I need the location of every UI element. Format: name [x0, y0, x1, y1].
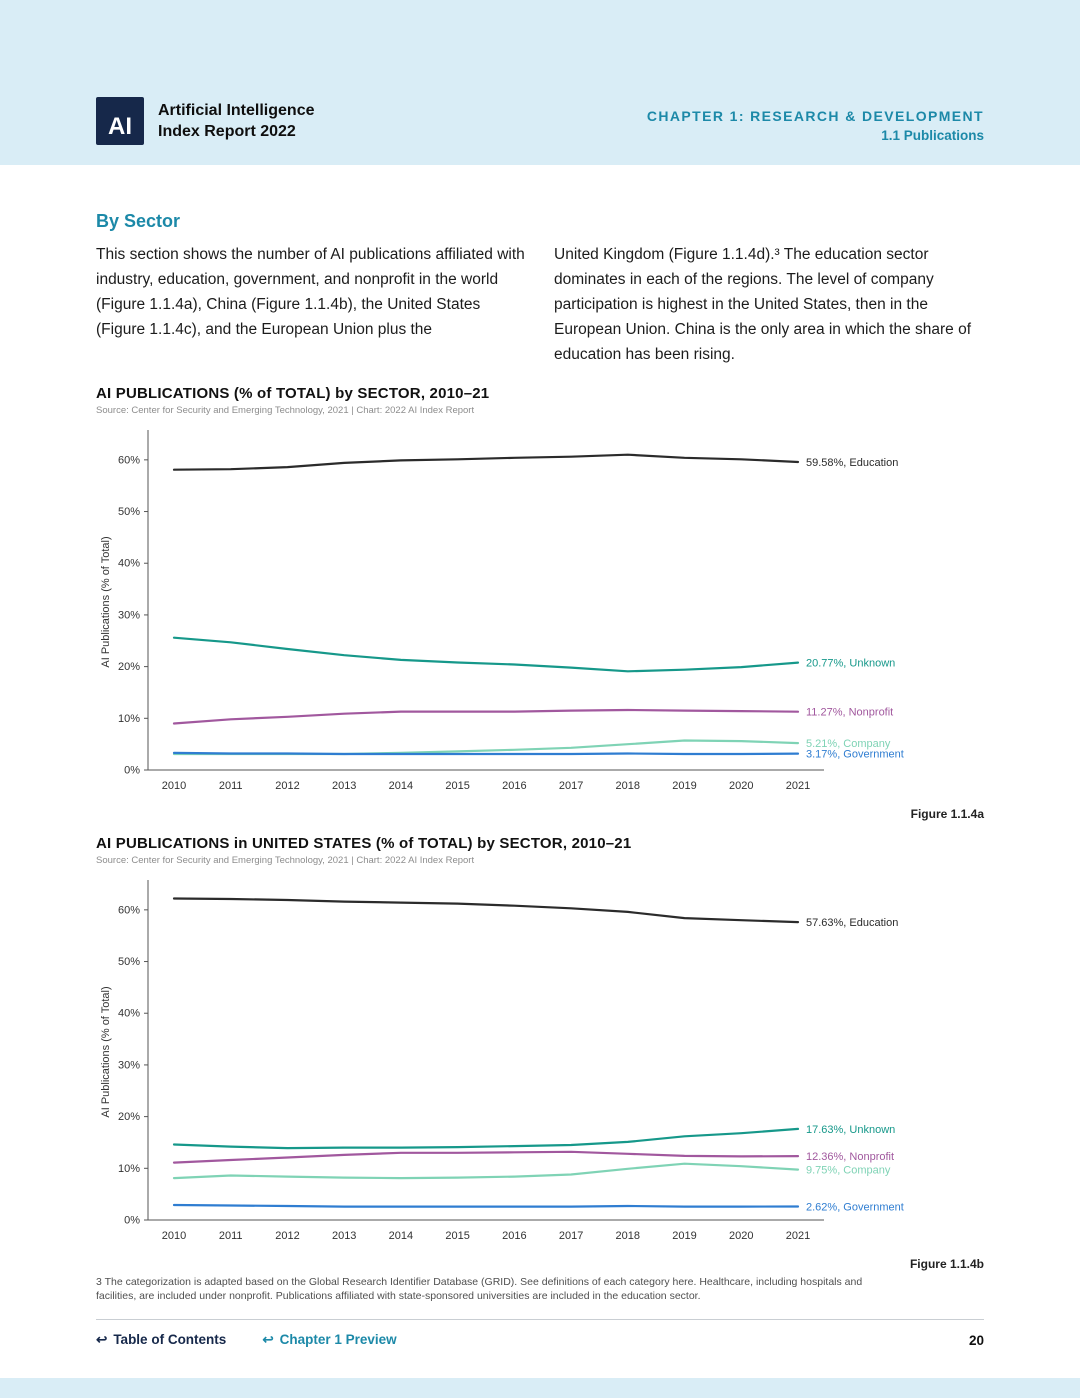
- svg-text:20%: 20%: [117, 1111, 140, 1124]
- svg-text:2012: 2012: [275, 1230, 300, 1242]
- return-arrow-icon: ↩: [96, 1332, 108, 1347]
- figure-caption-us: Figure 1.1.4b: [909, 1257, 984, 1271]
- svg-text:AI Publications (% of Total): AI Publications (% of Total): [100, 986, 112, 1118]
- svg-text:2018: 2018: [615, 1230, 641, 1242]
- chart-block-us: [96, 835, 984, 1271]
- page-header: [0, 0, 1080, 165]
- svg-text:2014: 2014: [388, 1230, 414, 1242]
- line-chart-us: [96, 870, 984, 1257]
- svg-text:0%: 0%: [124, 1214, 140, 1227]
- svg-text:AI Publications (% of Total): AI Publications (% of Total): [100, 536, 112, 668]
- svg-text:12.36%, Nonprofit: 12.36%, Nonprofit: [806, 1151, 895, 1164]
- section-title: 1.1 Publications: [881, 128, 984, 143]
- svg-text:0%: 0%: [124, 764, 140, 777]
- brand: [96, 97, 314, 145]
- svg-text:20.77%, Unknown: 20.77%, Unknown: [806, 657, 896, 670]
- return-arrow-icon: ↩: [262, 1332, 274, 1347]
- table-of-contents-link[interactable]: [96, 1332, 226, 1348]
- svg-text:57.63%, Education: 57.63%, Education: [806, 917, 899, 930]
- svg-text:59.58%, Education: 59.58%, Education: [806, 457, 899, 469]
- chart-title-world: AI PUBLICATIONS (% of TOTAL) by SECTOR, 2010–21: [96, 385, 490, 402]
- svg-text:5.21%, Company: 5.21%, Company: [806, 738, 891, 751]
- chart-block-world: [96, 385, 984, 821]
- svg-text:2014: 2014: [388, 780, 414, 792]
- svg-text:2019: 2019: [672, 1230, 697, 1242]
- heading-by-sector: By Sector: [96, 211, 181, 231]
- svg-text:17.63%, Unknown: 17.63%, Unknown: [806, 1123, 896, 1136]
- chart-title-us: AI PUBLICATIONS in UNITED STATES (% of TOTAL) by SECTOR, 2010–21: [96, 835, 632, 852]
- chart-source-us: Source: Center for Security and Emerging Technology, 2021 | Chart: 2022 AI Index Report: [96, 855, 475, 866]
- chapter-block: [647, 108, 984, 145]
- svg-text:2011: 2011: [218, 1230, 243, 1242]
- svg-text:30%: 30%: [117, 1059, 140, 1072]
- svg-text:2017: 2017: [558, 1230, 584, 1242]
- svg-text:2012: 2012: [275, 780, 300, 792]
- svg-text:10%: 10%: [117, 712, 140, 725]
- svg-text:11.27%, Nonprofit: 11.27%, Nonprofit: [806, 706, 894, 719]
- svg-text:2015: 2015: [445, 1230, 470, 1242]
- svg-text:30%: 30%: [117, 609, 140, 622]
- svg-text:20%: 20%: [117, 661, 140, 674]
- page-number: 20: [968, 1332, 984, 1348]
- footnote: 3 The categorization is adapted based on the Global Research Identifier Database (GRID). See definitions of each category here. Healthcare, including hospitals and facilities, are included under nonprofit. Publications affiliated with state-sponsored universities are included in the education sector.: [96, 1276, 863, 1302]
- svg-text:9.75%, Company: 9.75%, Company: [806, 1164, 891, 1177]
- brand-line1: Artificial Intelligence: [158, 102, 315, 119]
- footer-links: [96, 1332, 397, 1348]
- svg-text:2018: 2018: [615, 780, 641, 792]
- svg-text:2019: 2019: [672, 780, 697, 792]
- svg-text:2013: 2013: [331, 1230, 357, 1242]
- svg-text:2011: 2011: [218, 780, 243, 792]
- svg-text:2021: 2021: [785, 780, 811, 792]
- svg-text:2017: 2017: [558, 780, 584, 792]
- intro-columns: [96, 242, 984, 367]
- svg-text:2020: 2020: [729, 1230, 754, 1242]
- svg-text:60%: 60%: [117, 454, 140, 467]
- brand-line2: Index Report 2022: [158, 123, 296, 140]
- page-footer: [96, 1319, 984, 1348]
- preview-label: Chapter 1 Preview: [279, 1332, 397, 1347]
- chart-svg: [96, 870, 984, 1252]
- svg-text:2015: 2015: [445, 780, 470, 792]
- ai-index-logo: [96, 97, 144, 145]
- intro-paragraph-right: United Kingdom (Figure 1.1.4d).³ The education sector dominates in each of the regions. The level of company participation is highest in the United States, then in the European Union. China is the only area in which the share of education has been rising.: [554, 246, 972, 363]
- bottom-accent-strip: [0, 1378, 1080, 1398]
- svg-text:40%: 40%: [117, 557, 140, 570]
- svg-text:40%: 40%: [117, 1007, 140, 1020]
- svg-text:2010: 2010: [161, 780, 187, 792]
- svg-text:2016: 2016: [502, 780, 527, 792]
- svg-text:3.17%, Government: 3.17%, Government: [806, 748, 904, 761]
- svg-text:50%: 50%: [117, 956, 140, 969]
- svg-text:2016: 2016: [502, 1230, 527, 1242]
- svg-text:50%: 50%: [117, 506, 140, 519]
- svg-text:2013: 2013: [331, 780, 357, 792]
- svg-text:2010: 2010: [161, 1230, 187, 1242]
- chapter-preview-link[interactable]: [262, 1332, 396, 1348]
- intro-paragraph-left: This section shows the number of AI publications affiliated with industry, education, government, and nonprofit in the world (Figure 1.1.4a), China (Figure 1.1.4b), the United States (Figure 1.1.4c), and the European Union plus the: [96, 246, 525, 338]
- svg-text:10%: 10%: [117, 1162, 140, 1175]
- svg-text:2021: 2021: [785, 1230, 811, 1242]
- line-chart-world: [96, 420, 984, 807]
- chapter-title: CHAPTER 1: RESEARCH & DEVELOPMENT: [646, 108, 984, 124]
- chart-svg: [96, 420, 984, 802]
- page-content: [0, 211, 1080, 1303]
- svg-text:2.62%, Government: 2.62%, Government: [806, 1201, 904, 1214]
- figure-caption-world: Figure 1.1.4a: [910, 807, 984, 821]
- chart-source-world: Source: Center for Security and Emerging Technology, 2021 | Chart: 2022 AI Index Report: [96, 405, 475, 416]
- svg-text:60%: 60%: [117, 904, 140, 917]
- svg-text:2020: 2020: [729, 780, 754, 792]
- toc-label: Table of Contents: [113, 1332, 227, 1347]
- logo-text: AI: [108, 113, 132, 140]
- brand-text: [158, 100, 314, 142]
